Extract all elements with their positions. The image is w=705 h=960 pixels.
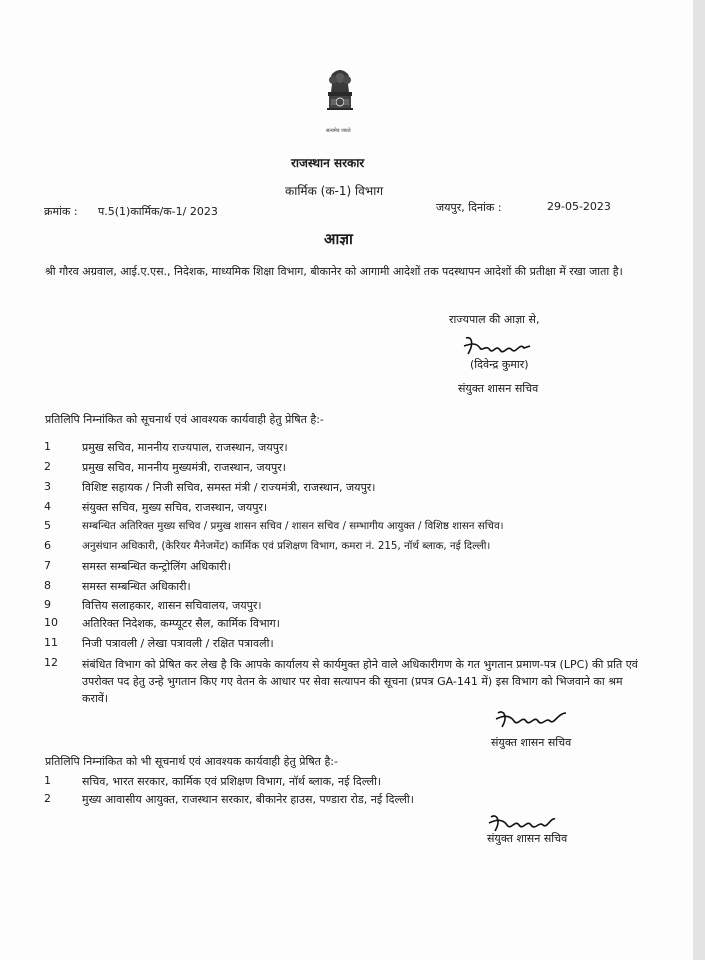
signatory-designation: संयुक्त शासन सचिव xyxy=(491,736,572,749)
list-item: समस्त सम्बन्धित कन्ट्रोलिंग अधिकारी। xyxy=(82,560,231,573)
place-date-label: जयपुर, दिनांक : xyxy=(436,201,502,214)
signatory-designation: संयुक्त शासन सचिव xyxy=(487,832,568,845)
national-emblem-icon xyxy=(318,68,362,132)
list-item: मुख्य आवासीय आयुक्त, राजस्थान सरकार, बीकानेर हाउस, पण्डारा रोड, नई दिल्ली। xyxy=(82,793,414,806)
list-item-number: 12 xyxy=(44,656,58,669)
list-item: अनुसंधान अधिकारी, (केरियर मैनेजमेंट) कार्मिक एवं प्रशिक्षण विभाग, कमरा नं. 215, नॉर्थ ब्लाक, नई दिल्ली। xyxy=(82,540,491,552)
list-item-number: 9 xyxy=(44,598,51,611)
order-date: 29-05-2023 xyxy=(547,200,611,213)
list-item-number: 1 xyxy=(44,440,51,453)
list-item-number: 6 xyxy=(44,539,51,552)
list-item-number: 2 xyxy=(44,460,51,473)
emblem-motto: सत्यमेव जयते xyxy=(326,128,351,134)
government-name: राजस्थान सरकार xyxy=(291,156,365,170)
copy-list-2-heading: प्रतिलिपि निम्नांकित को भी सूचनार्थ एवं आवश्यक कार्यवाही हेतु प्रेषित है:- xyxy=(45,755,338,768)
list-item-number: 7 xyxy=(44,559,51,572)
list-item: सचिव, भारत सरकार, कार्मिक एवं प्रशिक्षण विभाग, नॉर्थ ब्लाक, नई दिल्ली। xyxy=(82,775,382,788)
signatory-name: (दिवेन्द्र कुमार) xyxy=(470,358,529,371)
reference-number-label: क्रमांक : xyxy=(44,205,78,218)
department-name: कार्मिक (क-1) विभाग xyxy=(285,184,384,198)
list-item: वित्तिय सलाहकार, शासन सचिवालय, जयपुर। xyxy=(82,599,262,612)
order-text: श्री गौरव अग्रवाल, आई.ए.एस., निदेशक, माध्यमिक शिक्षा विभाग, बीकानेर को आगामी आदेशों तक पदस्थापन आदेशों की प्रतीक्षा में रखा जाता है। xyxy=(45,265,623,278)
list-item-number: 1 xyxy=(44,774,51,787)
list-item: प्रमुख सचिव, माननीय राज्यपाल, राजस्थान, जयपुर। xyxy=(82,441,288,454)
list-item-number: 2 xyxy=(44,792,51,805)
signatory-designation: संयुक्त शासन सचिव xyxy=(458,382,539,395)
signature-image xyxy=(494,707,574,731)
page-edge xyxy=(693,0,705,960)
list-item-number: 5 xyxy=(44,519,51,532)
list-item-number: 4 xyxy=(44,500,51,513)
list-item: सम्बन्धित अतिरिक्त मुख्य सचिव / प्रमुख शासन सचिव / शासन सचिव / सम्भागीय आयुक्त / विशिष्ठ शासन सचिव। xyxy=(82,520,504,532)
list-item: संबंधित विभाग को प्रेषित कर लेख है कि आपके कार्यालय से कार्यमुक्त होने वाले अधिकारीगण के गत भुगतान प्रमाण-पत्र (LPC) की प्रति एवं उपरोक्त पद हेतु उन्हे भुगतान किए गए वेतन के आधार पर सेवा सत्यापन की सूचना (प्रपत्र GA-141 में) इस विभाग को भिजवाने का श्रम करावें। xyxy=(82,658,638,705)
list-item: निजी पत्रावली / लेखा पत्रावली / रक्षित पत्रावली। xyxy=(82,637,274,650)
copy-list-1-heading: प्रतिलिपि निम्नांकित को सूचनार्थ एवं आवश्यक कार्यवाही हेतु प्रेषित है:- xyxy=(45,413,324,426)
list-item: प्रमुख सचिव, माननीय मुख्यमंत्री, राजस्थान, जयपुर। xyxy=(82,461,286,474)
list-item-number: 11 xyxy=(44,636,58,649)
list-item: समस्त सम्बन्धित अधिकारी। xyxy=(82,580,191,593)
list-item-number: 8 xyxy=(44,579,51,592)
reference-number: प.5(1)कार्मिक/क-1/ 2023 xyxy=(98,205,218,218)
list-item: संयुक्त सचिव, मुख्य सचिव, राजस्थान, जयपुर। xyxy=(82,501,268,514)
list-item: अतिरिक्त निदेशक, कम्प्यूटर सैल, कार्मिक विभाग। xyxy=(82,617,280,630)
list-item-number: 10 xyxy=(44,616,58,629)
by-order-text: राज्यपाल की आज्ञा से, xyxy=(449,313,540,326)
list-item: विशिष्ट सहायक / निजी सचिव, समस्त मंत्री / राज्यमंत्री, राजस्थान, जयपुर। xyxy=(82,481,376,494)
order-title: आज्ञा xyxy=(324,230,353,248)
list-item-number: 3 xyxy=(44,480,51,493)
